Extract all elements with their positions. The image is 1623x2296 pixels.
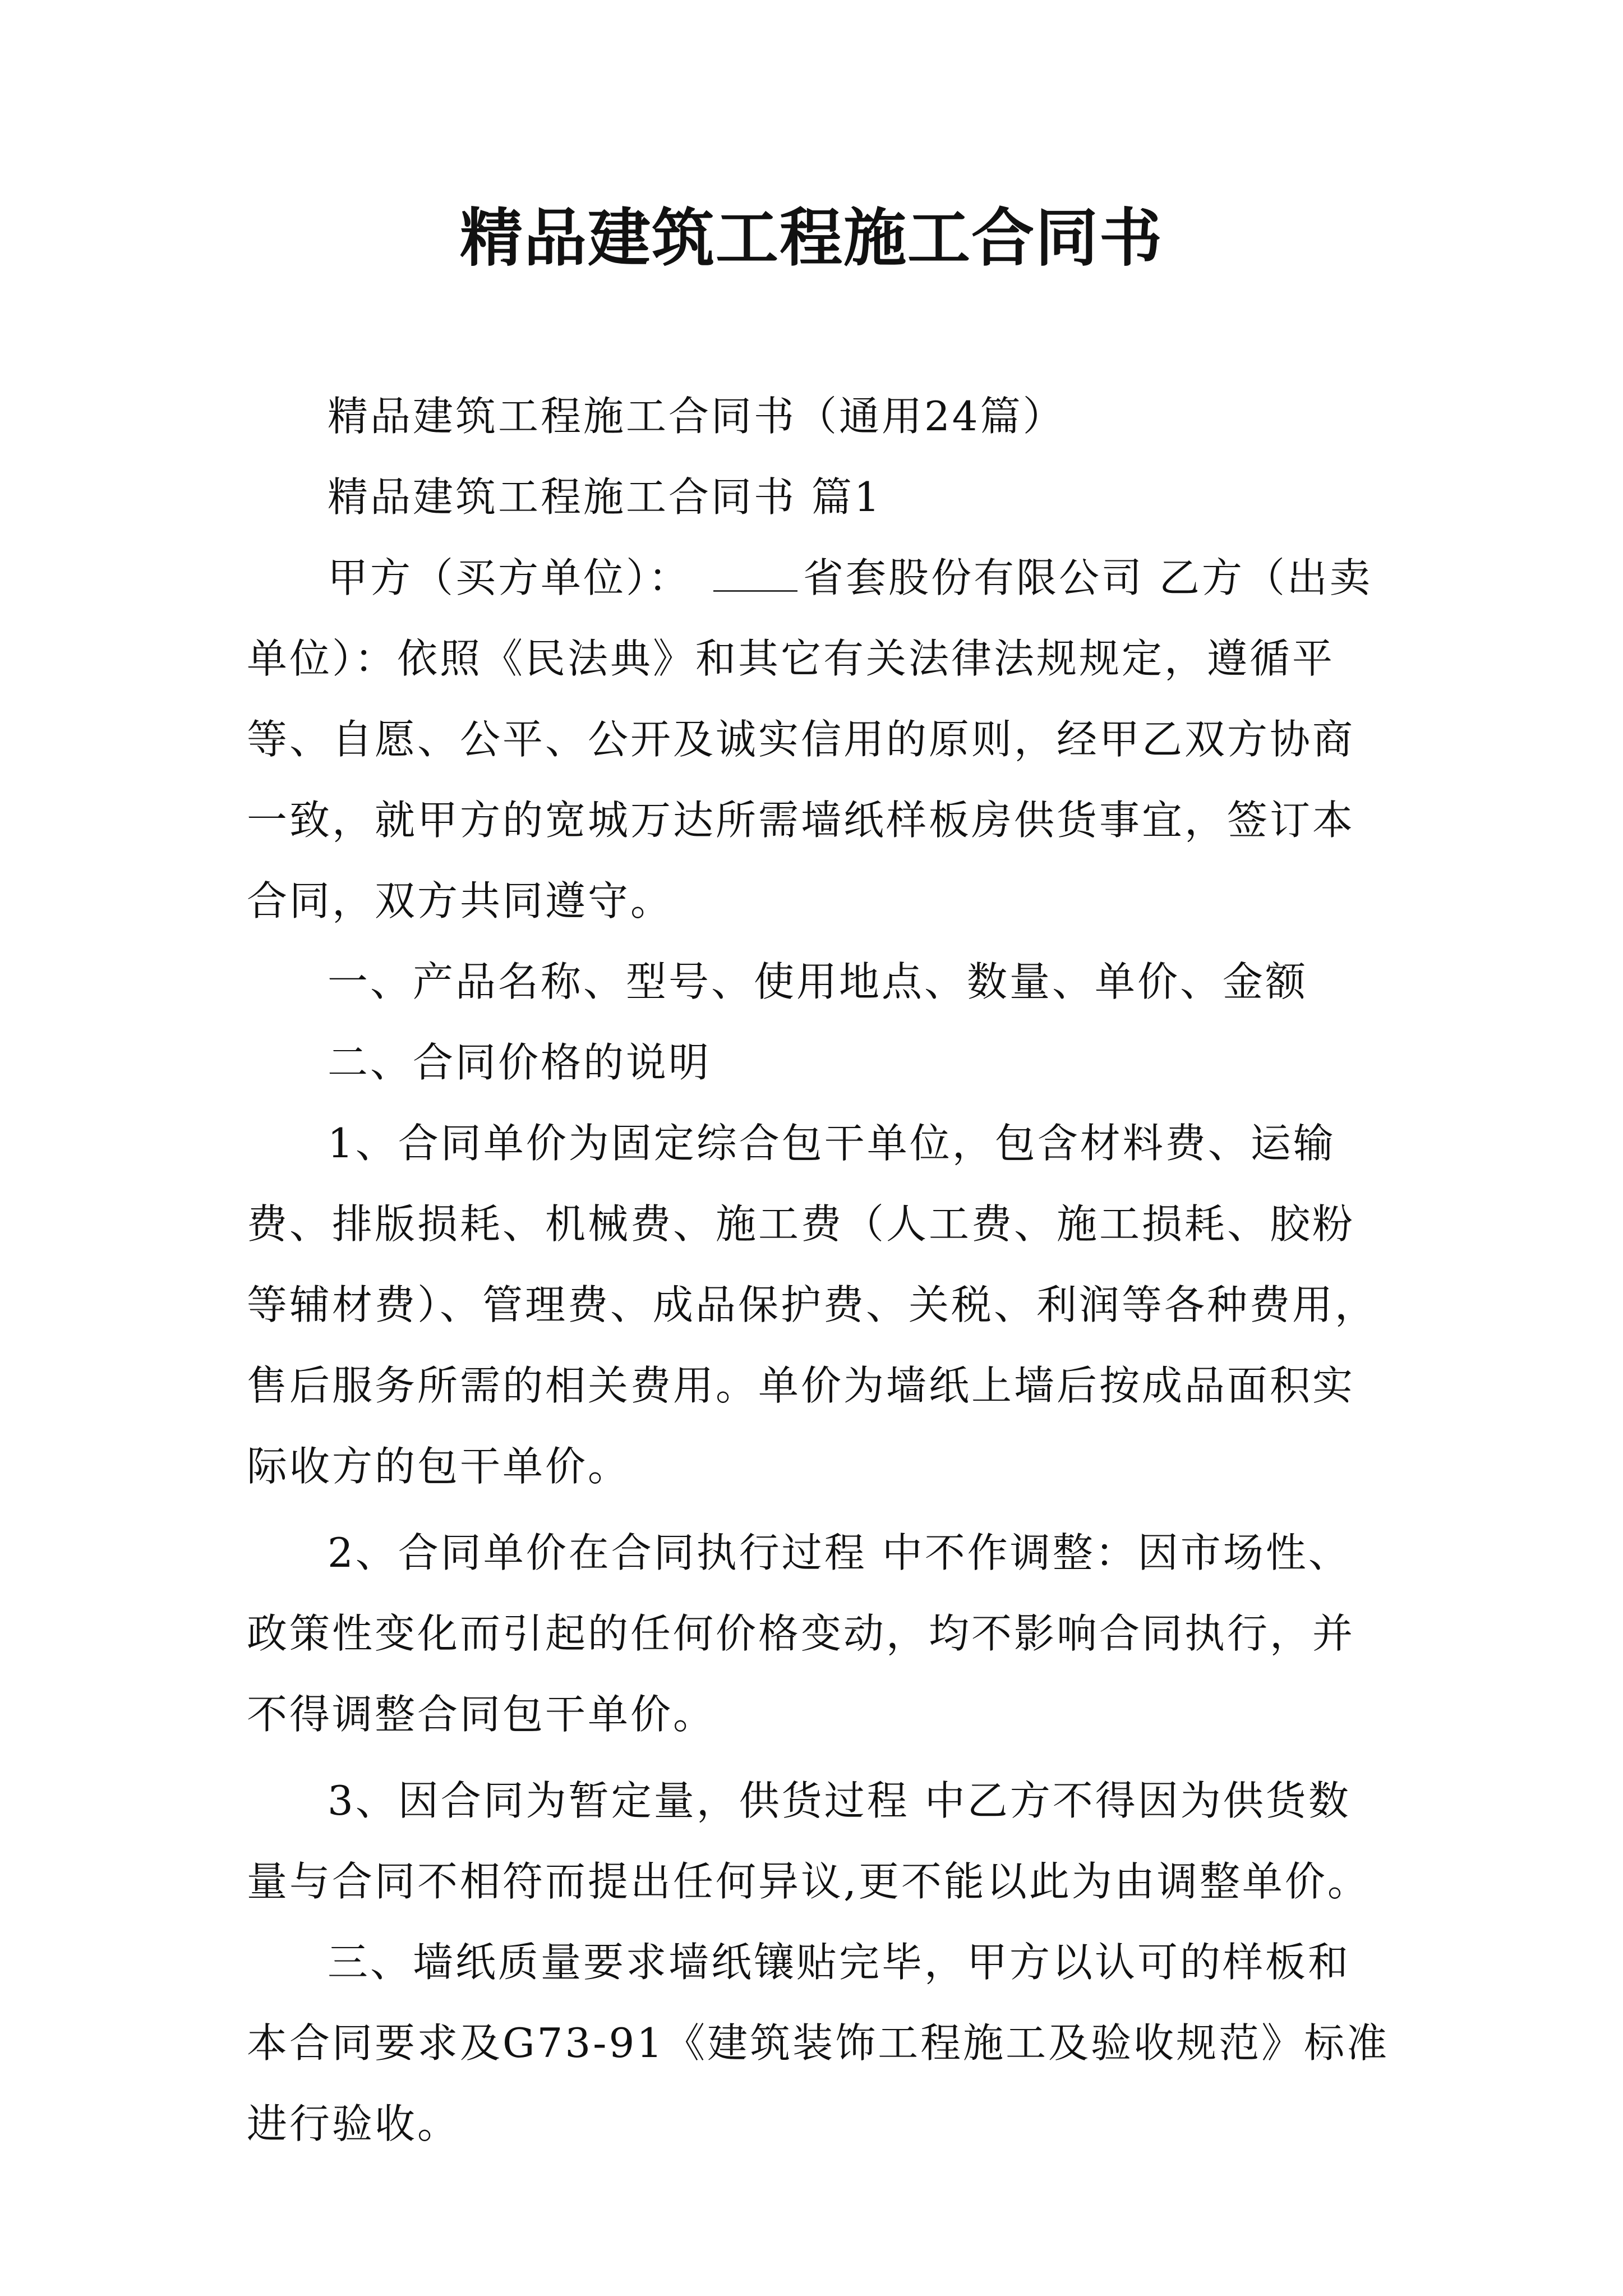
paragraph-clause-3: 3、因合同为暂定量，供货过程 中乙方不得因为供货数量与合同不相符而提出任何异议,更不能以此为由调整单价。 xyxy=(247,1777,1370,1905)
party-a-label: 甲方（买方单位）： xyxy=(328,554,691,601)
paragraph-clause-2: 2、合同单价在合同执行过程 中不作调整：因市场性、政策性变化而引起的任何价格变动，均不影响合同执行，并不得调整合同包干单价。 xyxy=(247,1529,1355,1738)
document-title: 精品建筑工程施工合同书 xyxy=(460,201,1163,275)
paragraph-chapter-heading: 精品建筑工程施工合同书 篇1 xyxy=(328,473,882,521)
parties-text: 省套股份有限公司 乙方（出卖单位）：依照《民法典》和其它有关法律法规规定，遵循平等、自愿、公平、公开及诚实信用的原则，经甲乙双方协商一致，就甲方的宽城万达所需墙纸样板房供货事宜，签订本合同，双方共同遵守。 xyxy=(247,554,1372,924)
paragraph-section-one: 一、产品名称、型号、使用地点、数量、单价、金额 xyxy=(328,958,1308,1005)
paragraph-subtitle: 精品建筑工程施工合同书（通用24篇） xyxy=(328,393,1066,440)
paragraph-section-two: 二、合同价格的说明 xyxy=(328,1039,712,1086)
fill-in-blank xyxy=(713,556,797,592)
document-body xyxy=(247,376,1391,2164)
paragraph-parties xyxy=(247,537,1391,941)
paragraph-section-three: 三、墙纸质量要求墙纸镶贴完毕，甲方以认可的样板和本合同要求及G73-91《建筑装饰工程施工及验收规范》标准进行验收。 xyxy=(247,1939,1390,2147)
paragraph-clause-1: 1、合同单价为固定综合包干单位，包含材料费、运输费、排版损耗、机械费、施工费（人工费、施工损耗、胶粉等辅材费）、管理费、成品保护费、关税、利润等各种费用，售后服务所需的相关费用。单价为墙纸上墙后按成品面积实际收方的包干单价。 xyxy=(247,1120,1378,1490)
